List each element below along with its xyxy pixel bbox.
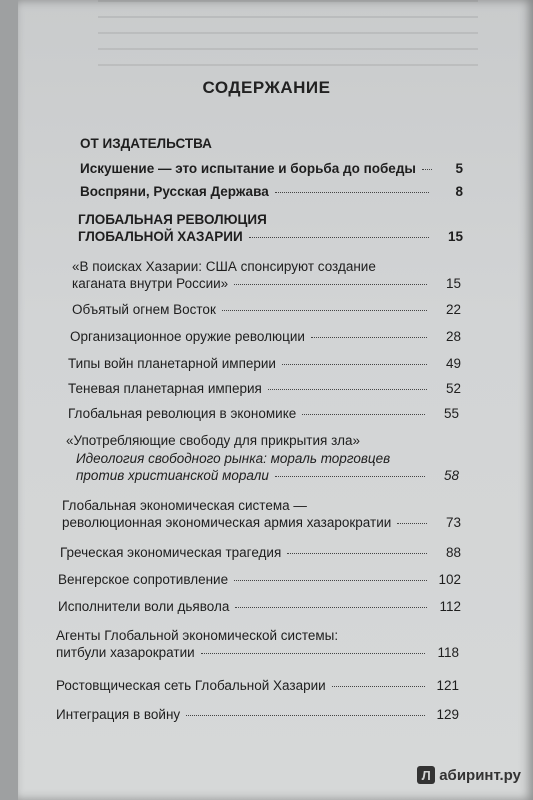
toc-page-number: 15 [447,229,463,244]
dot-leader [302,414,425,415]
toc-entry-line [68,355,461,372]
toc-entry-title: революционная экономическая армия хазарократии [62,515,392,530]
dot-leader [249,237,429,238]
toc-entry-title: Греческая экономическая трагедия [60,545,282,560]
toc-entry-title: ОТ ИЗДАТЕЛЬСТВА [80,136,212,151]
dot-leader [422,169,432,170]
toc-entry-title: Глобальная революция в экономике [68,406,297,421]
toc-entry-line [58,571,461,588]
toc-entry-line [70,328,461,345]
toc-entry-line [66,432,459,449]
dot-leader [234,580,427,581]
toc-entry-title: Типы войн планетарной империи [68,356,276,371]
dot-leader [275,476,425,477]
toc-entry-line [62,514,461,531]
watermark-text: абиринт.ру [439,766,521,784]
toc-entry-title: Венгерское сопротивление [58,572,229,587]
toc-entry-line [56,677,459,694]
bleed-through-text [98,0,478,70]
toc-entry [70,328,461,345]
toc-entry [68,355,461,372]
toc-entry-line [68,380,461,397]
toc-entry [80,135,463,152]
toc-entry-line [56,706,459,723]
toc-page-number: 129 [436,707,459,722]
toc-entry-line [72,275,461,292]
toc-entry [62,497,461,531]
toc-page-number: 121 [436,678,459,693]
toc-entry-line [78,228,463,245]
dot-leader [311,337,427,338]
dot-leader [186,715,425,716]
toc-page-number: 55 [443,406,459,421]
toc-entry [80,160,463,177]
dot-leader [397,523,427,524]
toc-entry-title: «Употребляющие свободу для прикрытия зла» [66,433,361,448]
toc-entry-line [80,183,463,200]
toc-entry [72,258,461,292]
toc-entry-line [68,405,459,422]
toc-entry [72,301,461,318]
toc-entry [80,183,463,200]
toc-entry-title: Идеология свободного рынка: мораль торговцев [76,451,391,466]
toc-entry-line [62,497,461,514]
toc-entry-title: «В поисках Хазарии: США спонсируют создание [72,259,376,274]
toc-entry-line [76,450,459,467]
toc-page-number: 5 [455,161,463,176]
toc-page-number: 102 [438,572,461,587]
dot-leader [235,607,427,608]
dot-leader [234,284,427,285]
toc-entry [66,450,459,484]
toc-entry-line [80,160,463,177]
toc-page-number: 112 [439,599,461,614]
toc-page-number: 73 [445,515,461,530]
toc-entry-title: Агенты Глобальной экономической системы: [56,628,339,643]
toc-entry-line [56,644,459,661]
toc-entry-title: Искушение — это испытание и борьба до победы [80,161,416,176]
toc-page-number: 49 [445,356,461,371]
dot-leader [275,192,429,193]
toc-entry-title: против христианской морали [76,468,269,483]
toc-page-number: 118 [437,645,459,660]
toc-entry [68,405,459,422]
toc-page-number: 88 [445,545,461,560]
toc-entry [78,211,463,245]
toc-entry [58,598,461,615]
toc-entry-title: каганата внутри России» [72,276,229,291]
toc-entry-title: Исполнители воли дьявола [58,599,230,614]
page-title: СОДЕРЖАНИЕ [202,78,331,97]
toc-entry-title: Интеграция в войну [56,707,181,722]
toc-entry-line [56,627,459,644]
toc-page-number: 52 [445,381,461,396]
toc-entry [56,627,459,661]
dot-leader [282,364,427,365]
dot-leader [332,686,425,687]
toc-entry [56,706,459,723]
dot-leader [222,310,427,311]
toc-page-number: 15 [445,276,461,291]
watermark-logo [417,766,521,784]
toc-entry-line [72,258,461,275]
toc-entry-line [76,467,459,484]
toc-entry [68,380,461,397]
toc-entry-title: ГЛОБАЛЬНАЯ РЕВОЛЮЦИЯ [78,212,267,227]
toc-entry-title: Ростовщическая сеть Глобальной Хазарии [56,678,326,693]
toc-entry-line [60,544,461,561]
toc-entry-line [58,598,461,615]
dot-leader [268,389,427,390]
dot-leader [201,653,425,654]
toc-entry-title: Теневая планетарная империя [68,381,262,396]
toc-entry [58,571,461,588]
toc-entry [60,544,461,561]
toc-entry-line [80,135,463,152]
toc-entry [56,677,459,694]
toc-page-number: 28 [445,329,461,344]
toc-entry-title: питбули хазарократии [56,645,195,660]
toc-entry-title: ГЛОБАЛЬНОЙ ХАЗАРИИ [78,229,243,244]
toc-entry-title: Объятый огнем Восток [72,302,216,317]
toc-entry-title: Организационное оружие революции [70,329,305,344]
toc-page-number: 58 [443,468,459,483]
toc-entry-line [78,211,463,228]
toc-entry-title: Воспряни, Русская Держава [80,184,269,199]
labirint-logo-icon: Л [417,766,435,784]
toc-entry-line [72,301,461,318]
dot-leader [287,553,427,554]
toc-page-number: 22 [445,302,461,317]
toc-entry [66,432,459,449]
toc-page-number: 8 [455,184,463,199]
toc-entry-title: Глобальная экономическая система — [62,498,307,513]
